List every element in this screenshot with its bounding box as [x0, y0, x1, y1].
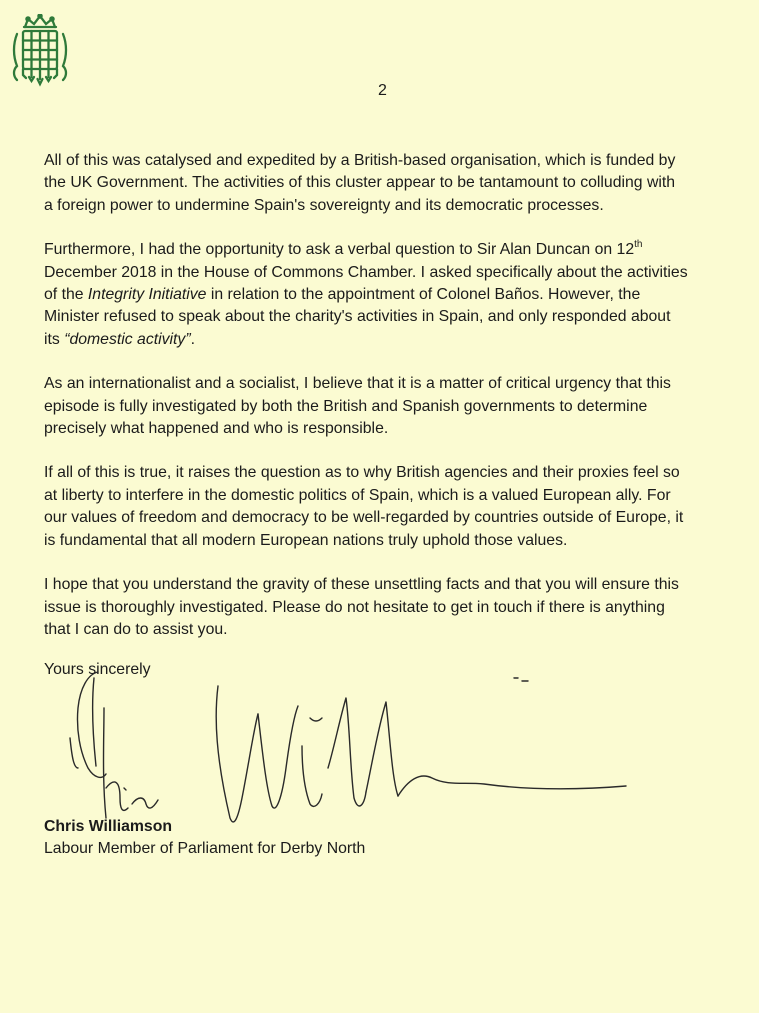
paragraph: I hope that you understand the gravity of these unsettling facts and that you will ensure this issue is thoroughly investigated. Please do not hesitate to get in touch if there is anything that I can do to assist you.	[44, 576, 679, 638]
portcullis-icon	[9, 14, 71, 88]
signatory-role: Labour Member of Parliament for Derby North	[44, 840, 366, 857]
paragraph-text: in relation to the appointment of Colonel Baños. However, the Minister refused to speak about the charity's activities in Spain, and only responded about its	[44, 286, 671, 348]
closing-salutation: Yours sincerely	[44, 661, 151, 678]
signatory-name: Chris Williamson	[44, 818, 173, 835]
paragraph	[44, 239, 744, 351]
page-number: 2	[378, 82, 387, 99]
paragraph-text: Furthermore, I had the opportunity to ask a verbal question to Sir Alan Duncan on 12	[44, 241, 635, 259]
ordinal-suffix: th	[634, 238, 643, 250]
handwritten-signature	[58, 668, 638, 838]
italic-text: “domestic activity”	[64, 330, 191, 348]
paragraph: If all of this is true, it raises the question as to why British agencies and their proxies feel so at liberty to interfere in the domestic politics of Spain, which is a valued European ally. For our values of freedom and democracy to be well-regarded by countries outside of Europe, it is fundamental that all modern European nations truly uphold those values.	[44, 464, 684, 549]
paragraph-text: December 2018 in the House of Commons Chamber. I asked specifically about the activities of the	[44, 263, 688, 304]
paragraph: As an internationalist and a socialist, I believe that it is a matter of critical urgency that this episode is fully investigated by both the British and Spanish governments to determine precisely what happened and who is responsible.	[44, 375, 671, 438]
paragraph: All of this was catalysed and expedited by a British-based organisation, which is funded by the UK Government. The activities of this cluster appear to be tantamount to colluding with a foreign power to undermine Spain's sovereignty and its democratic processes.	[44, 152, 676, 214]
letter-body	[44, 150, 744, 663]
paragraph-text: .	[190, 330, 195, 348]
italic-text: Integrity Initiative	[87, 286, 207, 304]
